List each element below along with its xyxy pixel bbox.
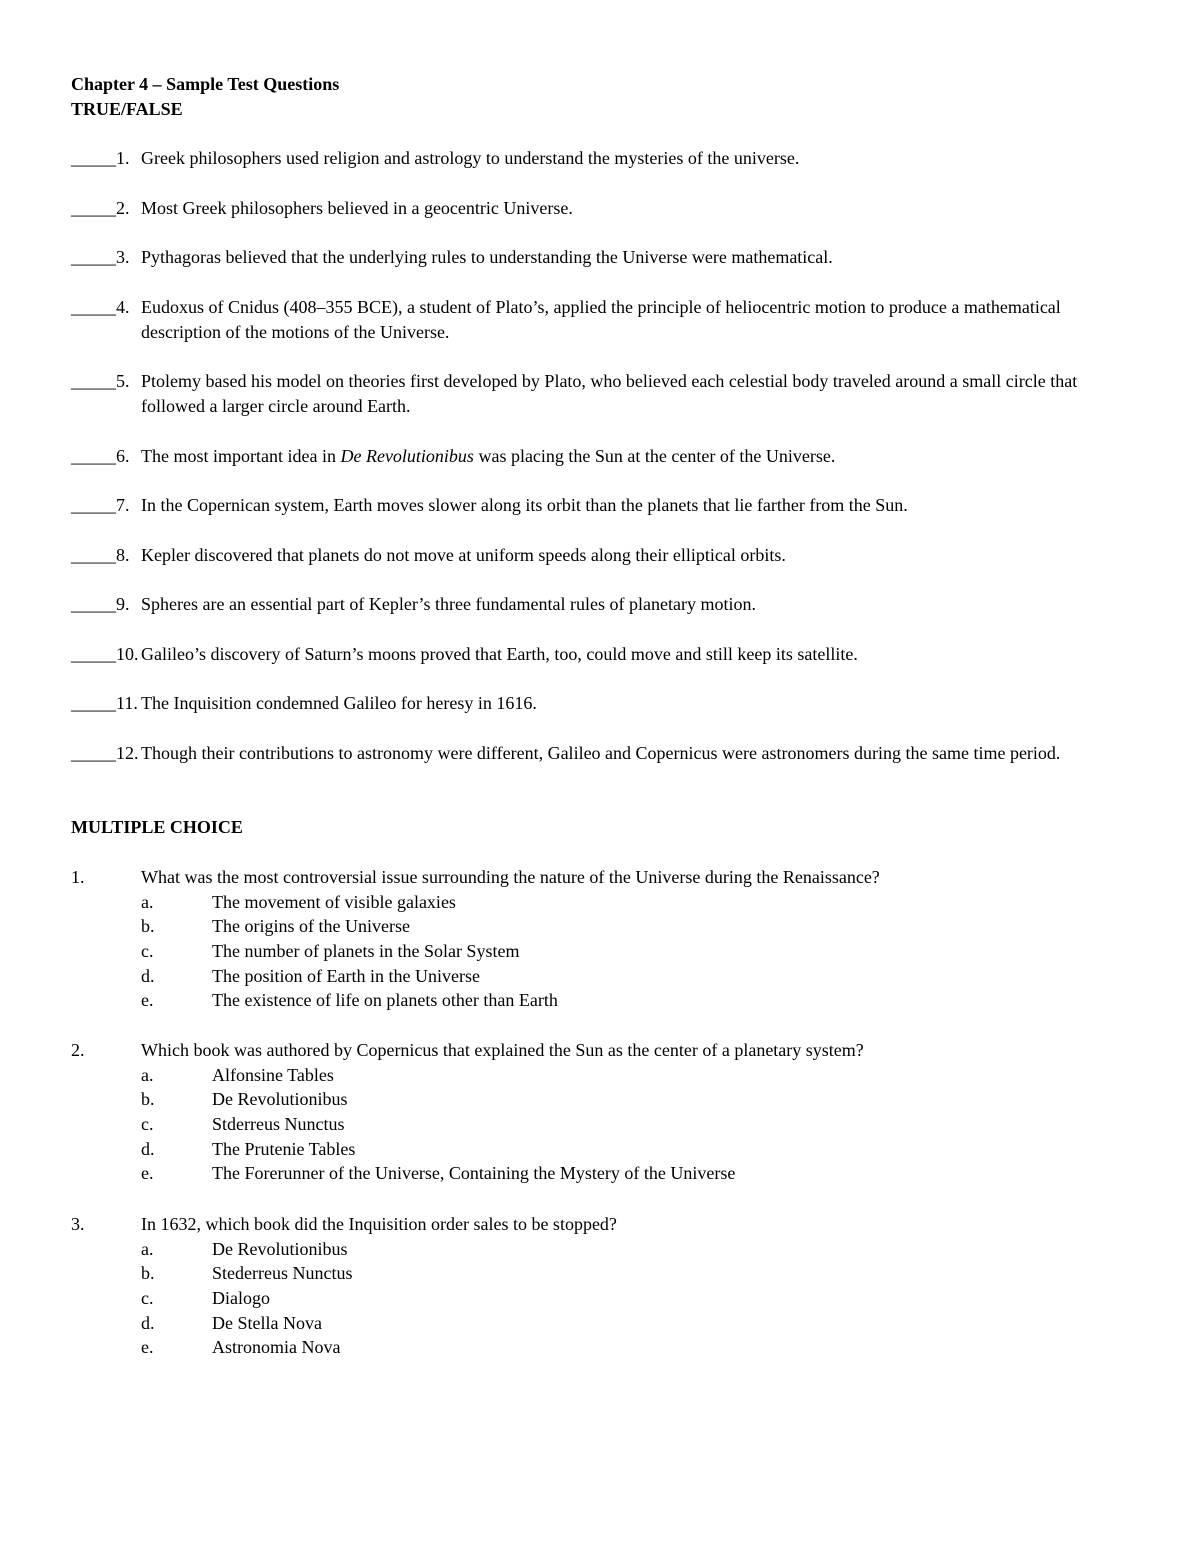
question-text: Greek philosophers used religion and astrology to understand the mysteries of the universe. <box>141 148 800 168</box>
answer-blank: _____7. <box>71 495 130 515</box>
answer-option <box>71 1261 1131 1286</box>
option-letter: a. <box>141 1064 154 1085</box>
answer-option <box>71 988 1131 1013</box>
option-letter: a. <box>141 1238 154 1259</box>
answer-option <box>71 1087 1131 1112</box>
option-letter: c. <box>141 1288 154 1309</box>
answer-option <box>71 1311 1131 1336</box>
option-text: De Revolutionibus <box>212 1089 348 1110</box>
answer-blank: _____5. <box>71 371 130 391</box>
answer-blank: _____6. <box>71 446 130 466</box>
option-letter: a. <box>141 891 154 912</box>
tf-question-1 <box>71 146 1131 171</box>
option-text: The Forerunner of the Universe, Containing the Mystery of the Universe <box>212 1163 736 1184</box>
answer-blank: _____4. <box>71 297 130 317</box>
answer-blank: _____10. <box>71 644 139 664</box>
tf-question-2 <box>71 196 1131 221</box>
answer-blank: _____1. <box>71 148 130 168</box>
tf-question-10 <box>71 642 1131 667</box>
answer-blank: _____3. <box>71 247 130 267</box>
option-letter: b. <box>141 1089 155 1110</box>
question-number: 2. <box>71 1040 85 1060</box>
option-letter: e. <box>141 990 154 1011</box>
tf-question-4 <box>71 295 1131 344</box>
question-text: Pythagoras believed that the underlying rules to understanding the Universe were mathematical. <box>141 247 833 267</box>
option-text: Astronomia Nova <box>212 1337 341 1358</box>
page-title: Chapter 4 – Sample Test Questions <box>71 74 340 94</box>
question-text: Which book was authored by Copernicus that explained the Sun as the center of a planetary system? <box>141 1040 864 1060</box>
option-letter: d. <box>141 1138 155 1159</box>
answer-option <box>71 939 1131 964</box>
option-letter: e. <box>141 1163 154 1184</box>
answer-option <box>71 1063 1131 1088</box>
question-text: The Inquisition condemned Galileo for heresy in 1616. <box>141 693 537 713</box>
question-text: Ptolemy based his model on theories first developed by Plato, who believed each celestial body traveled around a small circle that followed a larger circle around Earth. <box>141 371 1078 416</box>
tf-question-3 <box>71 245 1131 270</box>
question-number: 1. <box>71 867 85 887</box>
multiple-choice-heading: MULTIPLE CHOICE <box>71 817 243 837</box>
true-false-heading: TRUE/FALSE <box>71 99 183 119</box>
answer-option <box>71 914 1131 939</box>
question-text: Though their contributions to astronomy were different, Galileo and Copernicus were astronomers during the same time period. <box>141 743 1061 763</box>
mc-question-3 <box>71 1212 1131 1360</box>
tf-question-5 <box>71 369 1131 418</box>
answer-option <box>71 1112 1131 1137</box>
option-letter: c. <box>141 1114 154 1135</box>
question-text <box>141 444 1131 469</box>
option-text: The existence of life on planets other than Earth <box>212 990 558 1011</box>
option-letter: d. <box>141 965 155 986</box>
option-text: The Prutenie Tables <box>212 1138 356 1159</box>
option-letter: c. <box>141 941 154 962</box>
answer-option <box>71 964 1131 989</box>
option-letter: b. <box>141 916 155 937</box>
question-text: Kepler discovered that planets do not move at uniform speeds along their elliptical orbits. <box>141 545 786 565</box>
mc-question-2 <box>71 1038 1131 1186</box>
answer-blank: _____2. <box>71 198 130 218</box>
option-text: Stederreus Nunctus <box>212 1263 353 1284</box>
option-text: Alfonsine Tables <box>212 1064 334 1085</box>
question-text: Spheres are an essential part of Kepler’s three fundamental rules of planetary motion. <box>141 594 756 614</box>
tf-question-6 <box>71 444 1131 469</box>
option-letter: d. <box>141 1312 155 1333</box>
answer-option <box>71 1335 1131 1360</box>
answer-option <box>71 1137 1131 1162</box>
tf-question-9 <box>71 592 1131 617</box>
answer-option <box>71 1237 1131 1262</box>
option-text: Stderreus Nunctus <box>212 1114 345 1135</box>
question-text-part: The most important idea in <box>141 446 341 466</box>
option-text: De Stella Nova <box>212 1312 322 1333</box>
question-text: In 1632, which book did the Inquisition order sales to be stopped? <box>141 1214 617 1234</box>
tf-question-11 <box>71 691 1131 716</box>
question-text: Galileo’s discovery of Saturn’s moons proved that Earth, too, could move and still keep its satellite. <box>141 644 858 664</box>
book-title-italic: De Revolutionibus <box>340 446 474 466</box>
mc-question-1 <box>71 865 1131 1013</box>
tf-question-7 <box>71 493 1131 518</box>
option-letter: e. <box>141 1337 154 1358</box>
tf-question-8 <box>71 543 1131 568</box>
answer-blank: _____9. <box>71 594 130 614</box>
answer-blank: _____12. <box>71 743 139 763</box>
option-text: De Revolutionibus <box>212 1238 348 1259</box>
answer-option <box>71 1286 1131 1311</box>
option-text: Dialogo <box>212 1288 270 1309</box>
question-text: In the Copernican system, Earth moves slower along its orbit than the planets that lie farther from the Sun. <box>141 495 908 515</box>
answer-blank: _____11. <box>71 693 138 713</box>
question-number: 3. <box>71 1214 85 1234</box>
question-text: Eudoxus of Cnidus (408–355 BCE), a student of Plato’s, applied the principle of heliocentric motion to produce a mathematical description of the motions of the Universe. <box>141 297 1061 342</box>
question-text: What was the most controversial issue surrounding the nature of the Universe during the Renaissance? <box>141 867 880 887</box>
option-text: The origins of the Universe <box>212 916 410 937</box>
option-text: The number of planets in the Solar System <box>212 941 520 962</box>
answer-option <box>71 890 1131 915</box>
option-text: The movement of visible galaxies <box>212 891 456 912</box>
tf-question-12 <box>71 741 1131 766</box>
question-text: Most Greek philosophers believed in a geocentric Universe. <box>141 198 573 218</box>
question-text-part: was placing the Sun at the center of the Universe. <box>473 446 836 466</box>
answer-blank: _____8. <box>71 545 130 565</box>
answer-option <box>71 1161 1131 1186</box>
option-letter: b. <box>141 1263 155 1284</box>
option-text: The position of Earth in the Universe <box>212 965 480 986</box>
